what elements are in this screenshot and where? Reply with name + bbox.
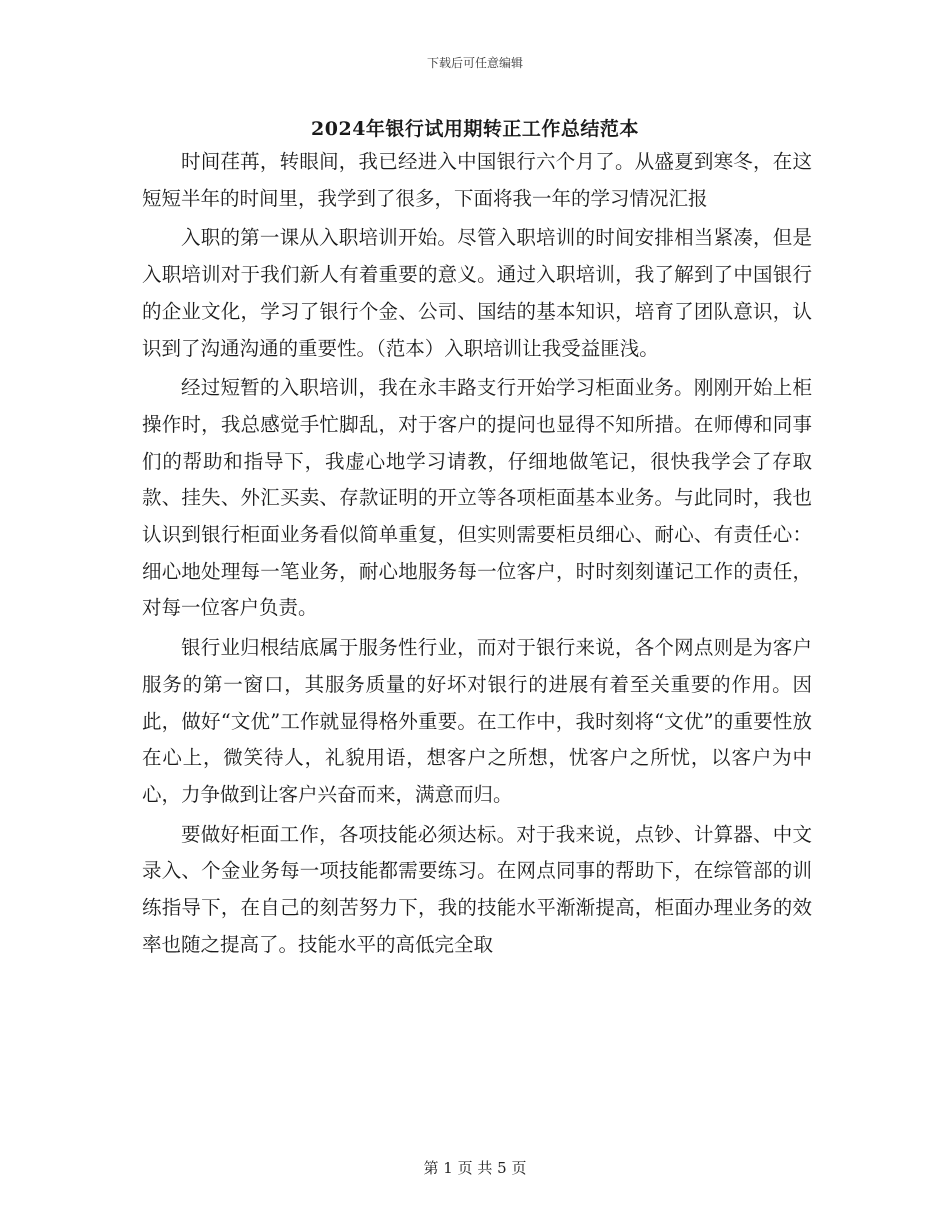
paragraph-counter-work: 经过短暂的入职培训，我在永丰路支行开始学习柜面业务。刚刚开始上柜操作时，我总感觉手忙脚乱，对于客户的提问也显得不知所措。在师傅和同事们的帮助和指导下，我虚心地学习请教，仔细地做笔记，很快我学会了存取款、挂失、外汇买卖、存款证明的开立等各项柜面基本业务。与此同时，我也认识到银行柜面业务看似简单重复，但实则需要柜员细心、耐心、有责任心：细心地处理每一笔业务，耐心地服务每一位客户，时时刻刻谨记工作的责任，对每一位客户负责。 — [142, 376, 812, 620]
document-title: 2024年银行试用期转正工作总结范本 — [311, 118, 639, 140]
paragraph-intro: 时间荏苒，转眼间，我已经进入中国银行六个月了。从盛夏到寒冬，在这短短半年的时间里，我学到了很多，下面将我一年的学习情况汇报 — [142, 150, 812, 210]
paragraph-skills: 要做好柜面工作，各项技能必须达标。对于我来说，点钞、计算器、中文录入、个金业务每一项技能都需要练习。在网点同事的帮助下，在综管部的训练指导下，在自己的刻苦努力下，我的技能水平渐渐提高，柜面办理业务的效率也随之提高了。技能水平的高低完全取 — [142, 822, 812, 956]
page-header-note: 下载后可任意编辑 — [426, 56, 523, 70]
paragraph-training: 入职的第一课从入职培训开始。尽管入职培训的时间安排相当紧凑，但是入职培训对于我们新人有着重要的意义。通过入职培训，我了解到了中国银行的企业文化，学习了银行个金、公司、国结的基本知识，培育了团队意识，认识到了沟通沟通的重要性。（范本）入职培训让我受益匪浅。 — [142, 226, 812, 360]
paragraph-service: 银行业归根结底属于服务性行业，而对于银行来说，各个网点则是为客户服务的第一窗口，其服务质量的好坏对银行的进展有着至关重要的作用。因此，做好“文优”工作就显得格外重要。在工作中，我时刻将“文优”的重要性放在心上，微笑待人，礼貌用语，想客户之所想，忧客户之所忧，以客户为中心，力争做到让客户兴奋而来，满意而归。 — [142, 636, 812, 806]
page-number: 第 1 页 共 5 页 — [423, 1159, 527, 1177]
document-body — [142, 144, 812, 963]
